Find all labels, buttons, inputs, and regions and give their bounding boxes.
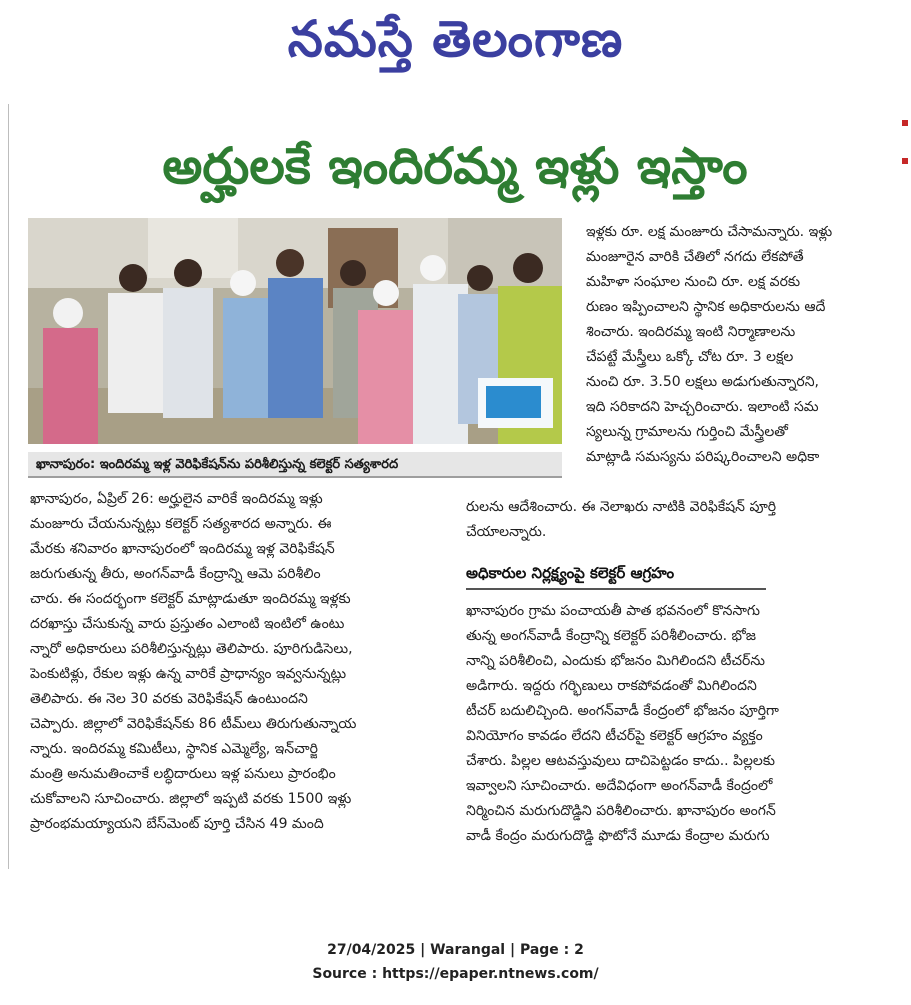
article-line: స్యలున్న గ్రామాలను గుర్తించి మేస్త్రీలతో — [586, 424, 788, 440]
article-line: వినియోగం కావడం లేదని టీచర్‌పై కలెక్టర్ ఆగ్రహం వ్యక్తం — [466, 728, 763, 744]
article-line: న్నారో అధికారులు పరిశీలిస్తున్నట్లు తెలిపారు. పూరిగుడిసెలు, — [30, 641, 353, 657]
article-line: న్నారు. ఇందిరమ్మ కమిటీలు, స్థానిక ఎమ్మెల్యే, ఇన్‌చార్జి — [30, 741, 318, 757]
newspaper-masthead: నమస్తే తెలంగాణ — [287, 10, 624, 68]
article-line: ఖానాపురం గ్రామ పంచాయతీ పాత భవనంలో కొనసాగు — [466, 603, 760, 619]
article-line: రుణం ఇప్పించాలని స్థానిక అధికారులను ఆదే — [586, 299, 826, 315]
news-photo — [28, 218, 562, 444]
article-line: వాడీ కేంద్రం మరుగుదొడ్డి ఫొటోనే మూడు కేంద్రాల మరుగు — [466, 828, 770, 844]
article-line: మంజూరు చేయనున్నట్లు కలెక్టర్ సత్యశారద అన్నారు. ఈ — [30, 516, 332, 532]
footer-date-edition: 27/04/2025 | Warangal | Page : 2 — [327, 942, 584, 958]
article-line: చేపట్టే మేస్త్రీలు ఒక్కో చోట రూ. 3 లక్షల — [586, 349, 794, 365]
article-line: టీచర్ బదులిచ్చింది. అంగన్‌వాడీ కేంద్రంలో భోజనం పూర్తిగా — [466, 703, 779, 719]
article-subheading: అధికారుల నిర్లక్ష్యంపై కలెక్టర్ ఆగ్రహం — [466, 558, 766, 590]
article-column-right-mid — [466, 495, 878, 545]
article-line: చెప్పారు. జిల్లాలో వెరిఫికేషన్‌కు 86 టీమ్‌లు తిరుగుతున్నాయ — [30, 716, 357, 732]
edge-marker — [902, 120, 908, 126]
article-line: తున్న అంగన్‌వాడీ కేంద్రాన్ని కలెక్టర్ పరిశీలించారు. భోజ — [466, 628, 756, 644]
article-column-left — [30, 487, 442, 837]
article-line: రులను ఆదేశించారు. ఈ నెలాఖరు నాటికి వెరిఫికేషన్ పూర్తి — [466, 499, 777, 515]
article-line: చారు. ఈ సందర్భంగా కలెక్టర్ మాట్లాడుతూ ఇందిరమ్మ ఇళ్లకు — [30, 591, 351, 607]
news-photo-illustration — [28, 218, 562, 444]
article-line: ప్రారంభమయ్యాయని బేస్‌మెంట్ పూర్తి చేసిన 49 మంది — [30, 816, 324, 832]
article-line: తెలిపారు. ఈ నెల 30 వరకు వెరిఫికేషన్ ఉంటుందని — [30, 691, 308, 707]
article-line: చేయాలన్నారు. — [466, 524, 547, 540]
article-line: పెంకుటిళ్లు, రేకుల ఇళ్లు ఉన్న వారికే ప్రాధాన్యం ఇవ్వనున్నట్లు — [30, 666, 347, 682]
article-line: జరుగుతున్న తీరు, అంగన్‌వాడీ కేంద్రాన్ని ఆమె పరిశీలిం — [30, 566, 321, 582]
article-line: చేశారు. పిల్లల ఆటవస్తువులు దాచిపెట్టడం కాదు.. పిల్లలకు — [466, 753, 776, 769]
article-line: ఇవ్వాలని సూచించారు. అదేవిధంగా అంగన్‌వాడీ కేంద్రంలో — [466, 778, 773, 794]
article-line: ఇది సరికాదని హెచ్చరించారు. ఇలాంటి సమ — [586, 399, 819, 415]
article-column-right-bottom — [466, 599, 878, 849]
article-line: శించారు. ఇందిరమ్మ ఇంటి నిర్మాణాలను — [586, 324, 796, 340]
article-line: ఖానాపురం, ఏప్రిల్ 26: అర్హులైన వారికే ఇందిరమ్మ ఇళ్లు — [30, 491, 323, 507]
article-line: మంజూరైన వారికి చేతిలో నగదు లేకపోతే — [586, 249, 804, 265]
article-headline: అర్హులకే ఇందిరమ్మ ఇళ్లు ఇస్తాం — [162, 137, 748, 195]
footer-source: Source : https://epaper.ntnews.com/ — [312, 966, 599, 982]
article-line: నిర్మించిన మరుగుదొడ్డిని పరిశీలించారు. ఖానాపురం అంగన్ — [466, 803, 776, 819]
adjacent-page-edge — [898, 98, 911, 868]
article-line: అడిగారు. ఇద్దరు గర్భిణులు రాకపోవడంతో మిగిలిందని — [466, 678, 757, 694]
article-line: ఇళ్లకు రూ. లక్ష మంజూరు చేసామన్నారు. ఇళ్లు — [586, 224, 833, 240]
article-line: దరఖాస్తు చేసుకున్న వారు ప్రస్తుతం ఎలాంటి ఇంటిలో ఉంటు — [30, 616, 345, 632]
column-rule — [8, 104, 9, 869]
article-line: చుకోవాలని సూచించారు. జిల్లాలో ఇప్పటి వరకు 1500 ఇళ్లు — [30, 791, 352, 807]
article-line: మేరకు శనివారం ఖానాపురంలో ఇందిరమ్మ ఇళ్ల వెరిఫికేషన్ — [30, 541, 335, 557]
article-line: నుంచి రూ. 3.50 లక్షలు అడుగుతున్నారని, — [586, 374, 819, 390]
article-line: మాట్లాడి సమస్యను పరిష్కరించాలని అధికా — [586, 449, 820, 465]
article-line: మహిళా సంఘాల నుంచి రూ. లక్ష వరకు — [586, 274, 801, 290]
article-line: నాన్ని పరిశీలించి, ఎందుకు భోజనం మిగిలిందని టీచర్‌ను — [466, 653, 766, 669]
photo-caption: ఖానాపురం: ఇందిరమ్మ ఇళ్ల వెరిఫికేషన్‌ను పరిశీలిస్తున్న కలెక్టర్ సత్యశారద — [28, 452, 562, 478]
article-column-right-top — [586, 220, 878, 470]
article-line: మంత్రి అనుమతించాకే లబ్ధిదారులు ఇళ్ల పనులు ప్రారంభిం — [30, 766, 336, 782]
edge-marker — [902, 158, 908, 164]
